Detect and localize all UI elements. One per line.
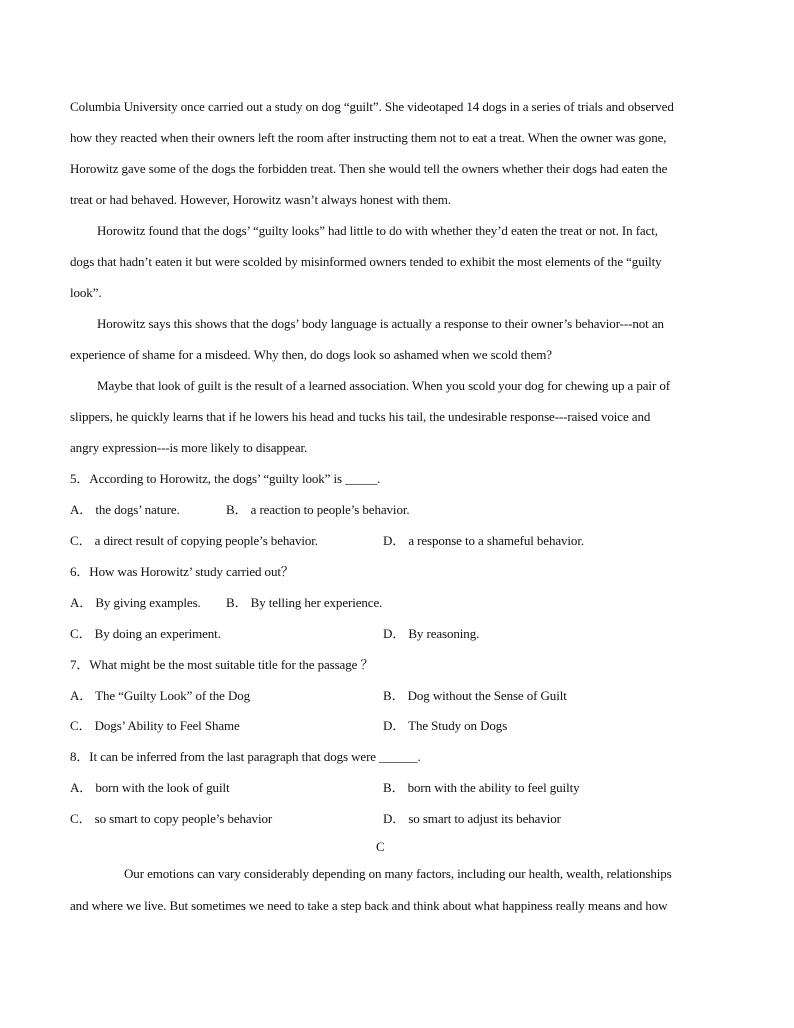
option-c: C． By doing an experiment. <box>70 626 221 641</box>
option-a: A． the dogs’ nature. <box>70 502 180 517</box>
option-a: A． By giving examples. <box>70 595 201 610</box>
question-stem: 8．It can be inferred from the last paragraph that dogs were ______. <box>70 749 421 764</box>
question-stem: 7．What might be the most suitable title for the passage ？ <box>70 657 374 672</box>
option-b: B． a reaction to people’s behavior. <box>226 502 410 517</box>
option-c: C． so smart to copy people’s behavior <box>70 811 273 826</box>
option-b: B． Dog without the Sense of Guilt <box>383 688 567 703</box>
passage-line: experience of shame for a misdeed. Why then, do dogs look so ashamed when we scold them? <box>70 347 552 362</box>
option-a: A． born with the look of guilt <box>70 780 230 795</box>
passage-line: Horowitz gave some of the dogs the forbidden treat. Then she would tell the owners whether their dogs had eaten the <box>70 161 668 176</box>
passage-line: Horowitz found that the dogs’ “guilty looks” had little to do with whether they’d eaten the treat or not. In fact, <box>97 223 658 238</box>
question-stem: 5．According to Horowitz, the dogs’ “guilty look” is _____. <box>70 471 381 486</box>
option-c: C． Dogs’ Ability to Feel Shame <box>70 718 240 733</box>
option-c: C． a direct result of copying people’s behavior. <box>70 533 318 548</box>
option-b: B． born with the ability to feel guilty <box>383 780 580 795</box>
passage-line: Columbia University once carried out a study on dog “guilt”. She videotaped 14 dogs in a series of trials and observed <box>70 99 674 114</box>
passage-line: look”. <box>70 285 102 300</box>
question-stem: 6．How was Horowitz’ study carried out？ <box>70 564 294 579</box>
passage-line: slippers, he quickly learns that if he lowers his head and tucks his tail, the undesirable response---raised voice and <box>70 409 651 424</box>
option-b: B． By telling her experience. <box>226 595 383 610</box>
option-a: A． The “Guilty Look” of the Dog <box>70 688 251 703</box>
option-d: D． so smart to adjust its behavior <box>383 811 561 826</box>
option-d: D． a response to a shameful behavior. <box>383 533 584 548</box>
passage-line: and where we live. But sometimes we need to take a step back and think about what happiness really means and how <box>70 898 668 913</box>
passage-line: angry expression---is more likely to disappear. <box>70 440 308 455</box>
passage-line: dogs that hadn’t eaten it but were scolded by misinformed owners tended to exhibit the most elements of the “guilty <box>70 254 662 269</box>
option-d: D． The Study on Dogs <box>383 718 508 733</box>
passage-line: Horowitz says this shows that the dogs’ body language is actually a response to their owner’s behavior---not an <box>97 316 664 331</box>
passage-line: Our emotions can vary considerably depending on many factors, including our health, wealth, relationships <box>124 866 672 881</box>
section-heading: C <box>376 839 385 854</box>
option-d: D． By reasoning. <box>383 626 480 641</box>
passage-line: how they reacted when their owners left the room after instructing them not to eat a treat. When the owner was gone, <box>70 130 667 145</box>
passage-line: Maybe that look of guilt is the result of a learned association. When you scold your dog for chewing up a pair of <box>97 378 670 393</box>
passage-line: treat or had behaved. However, Horowitz wasn’t always honest with them. <box>70 192 451 207</box>
